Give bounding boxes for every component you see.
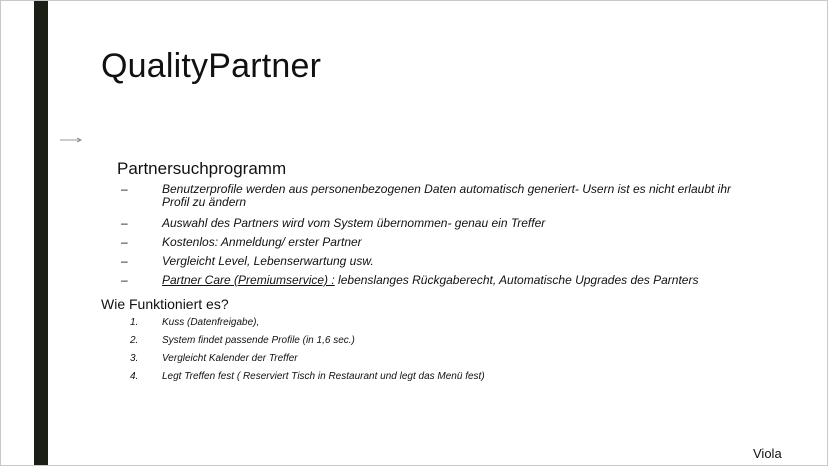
- bullet-item: [121, 217, 761, 230]
- step-text: Kuss (Datenfreigabe),: [162, 317, 260, 328]
- bullet-underlined-text: Partner Care (Premiumservice) :: [162, 273, 335, 287]
- how-heading: Wie Funktioniert es?: [101, 296, 229, 312]
- dash-marker: –: [121, 216, 128, 230]
- step-number: 3.: [130, 353, 139, 364]
- step-number: 2.: [130, 335, 139, 346]
- step-list: [130, 317, 730, 389]
- bullet-item: [121, 274, 761, 287]
- step-text: System findet passende Profile (in 1,6 sec.): [162, 335, 355, 346]
- bullet-text: Auswahl des Partners wird vom System übernommen- genau ein Treffer: [162, 216, 546, 230]
- dash-marker: –: [121, 254, 128, 268]
- bullet-list: [121, 183, 761, 293]
- section-heading: Partnersuchprogramm: [117, 159, 287, 178]
- bullet-text: Vergleicht Level, Lebenserwartung usw.: [162, 254, 374, 268]
- step-item: [130, 353, 730, 365]
- dash-marker: –: [121, 182, 128, 196]
- dash-marker: –: [121, 273, 128, 287]
- footer-author: Viola: [753, 446, 782, 461]
- step-item: [130, 371, 730, 383]
- step-number: 4.: [130, 371, 139, 382]
- bullet-text: Benutzerprofile werden aus personenbezogenen Daten automatisch generiert- Usern ist es nicht erlaubt ihr Profil zu ändern: [162, 182, 731, 209]
- slide-title: QualityPartner: [101, 47, 322, 85]
- bullet-text: lebenslanges Rückgaberecht, Automatische Upgrades des Parnters: [334, 273, 699, 287]
- step-text: Vergleicht Kalender der Treffer: [162, 353, 298, 364]
- step-number: 1.: [130, 317, 139, 328]
- bullet-item: [121, 236, 761, 249]
- step-text: Legt Treffen fest ( Reserviert Tisch in Restaurant und legt das Menü fest): [162, 371, 485, 382]
- step-item: [130, 317, 730, 329]
- bullet-text: Kostenlos: Anmeldung/ erster Partner: [162, 235, 362, 249]
- arrow-icon: [60, 137, 82, 143]
- step-item: [130, 335, 730, 347]
- bullet-item: [121, 255, 761, 268]
- accent-bar: [34, 1, 48, 466]
- bullet-item: [121, 183, 761, 209]
- dash-marker: –: [121, 235, 128, 249]
